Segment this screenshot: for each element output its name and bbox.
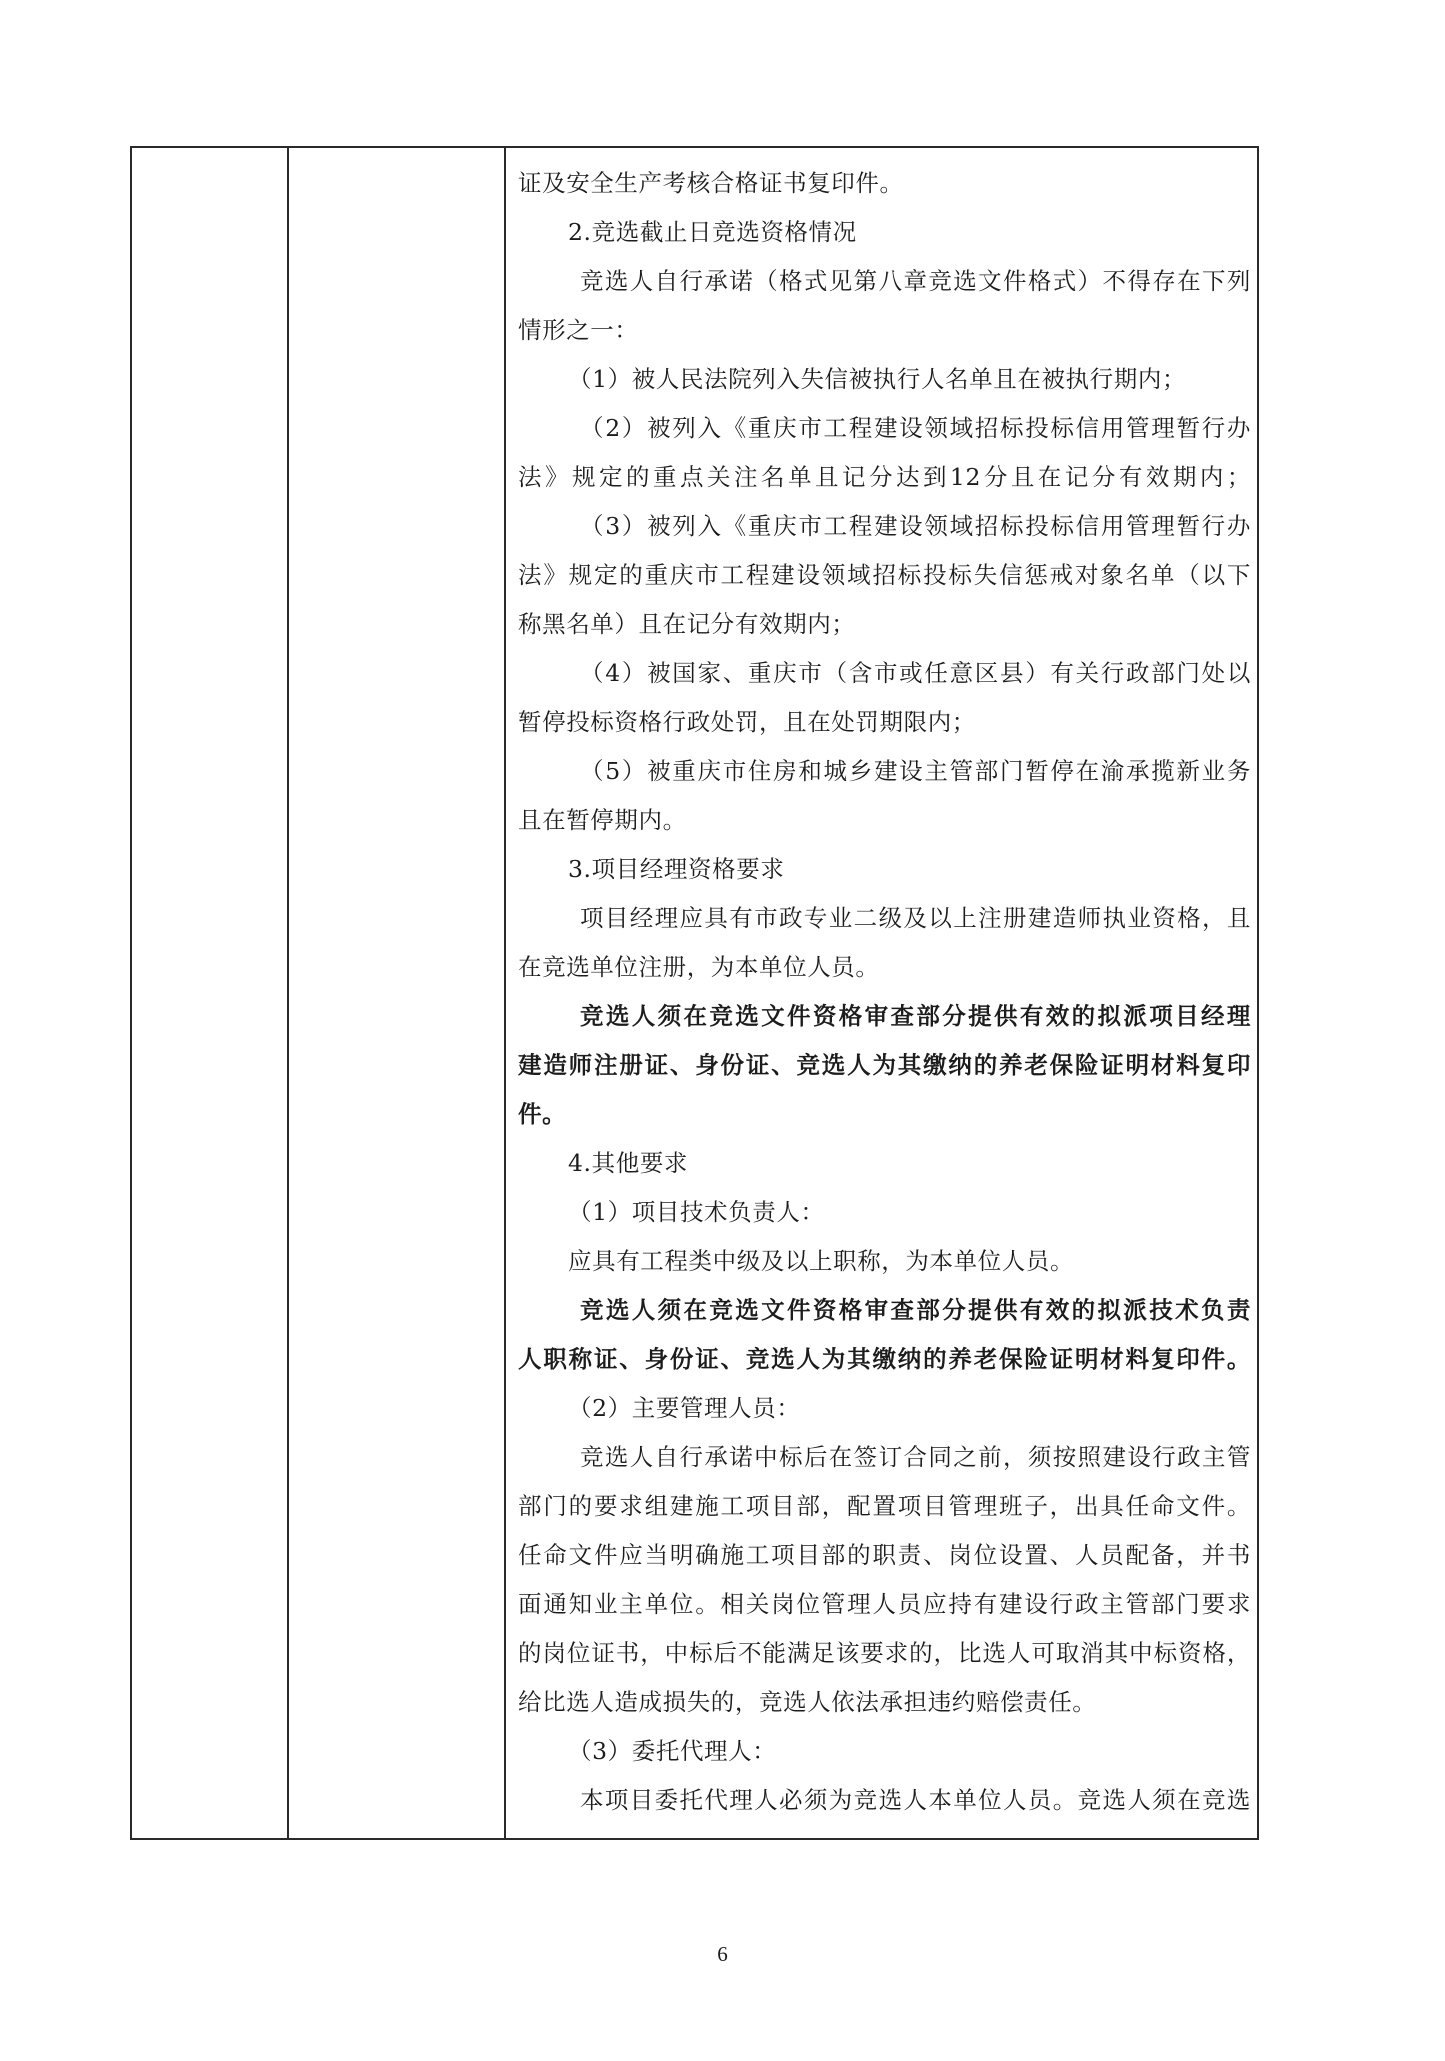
list-item: （3）被列入《重庆市工程建设领域招标投标信用管理暂行办 bbox=[580, 512, 1251, 540]
bold-text-line: 建造师注册证、身份证、竞选人为其缴纳的养老保险证明材料复印 bbox=[518, 1051, 1251, 1079]
text-line: 在竞选单位注册，为本单位人员。 bbox=[518, 953, 880, 981]
text-line: 面通知业主单位。相关岗位管理人员应持有建设行政主管部门要求 bbox=[518, 1590, 1251, 1618]
text-line: 竞选人自行承诺中标后在签订合同之前，须按照建设行政主管 bbox=[580, 1443, 1251, 1471]
bold-text-line: 竞选人须在竞选文件资格审查部分提供有效的拟派项目经理 bbox=[580, 1002, 1251, 1030]
bold-text-line: 件。 bbox=[518, 1100, 567, 1128]
text-line: 法》规定的重点关注名单且记分达到12分且在记分有效期内； bbox=[518, 463, 1251, 491]
requirements-table bbox=[130, 146, 1259, 1840]
section-heading: 3.项目经理资格要求 bbox=[568, 855, 785, 883]
text-line: 竞选人自行承诺（格式见第八章竞选文件格式）不得存在下列 bbox=[580, 267, 1251, 295]
text-line: 情形之一： bbox=[518, 316, 639, 344]
text-line: 项目经理应具有市政专业二级及以上注册建造师执业资格，且 bbox=[580, 904, 1251, 932]
text-line: 本项目委托代理人必须为竞选人本单位人员。竞选人须在竞选 bbox=[580, 1786, 1251, 1814]
section-heading: 2.竞选截止日竞选资格情况 bbox=[568, 218, 857, 246]
list-item: （2）主要管理人员： bbox=[568, 1394, 801, 1422]
text-line: 的岗位证书，中标后不能满足该要求的，比选人可取消其中标资格， bbox=[518, 1639, 1251, 1667]
page-number: 6 bbox=[717, 1942, 728, 1966]
text-line: 法》规定的重庆市工程建设领域招标投标失信惩戒对象名单（以下 bbox=[518, 561, 1251, 589]
text-line: 暂停投标资格行政处罚，且在处罚期限内； bbox=[518, 708, 976, 736]
section-heading: 4.其他要求 bbox=[568, 1149, 689, 1177]
text-line: 应具有工程类中级及以上职称，为本单位人员。 bbox=[568, 1247, 1075, 1275]
list-item: （3）委托代理人： bbox=[568, 1737, 777, 1765]
bold-text-line: 人职称证、身份证、竞选人为其缴纳的养老保险证明材料复印件。 bbox=[518, 1345, 1251, 1373]
text-line: 称黑名单）且在记分有效期内； bbox=[518, 610, 856, 638]
list-item: （5）被重庆市住房和城乡建设主管部门暂停在渝承揽新业务 bbox=[580, 757, 1251, 785]
list-item: （1）项目技术负责人： bbox=[568, 1198, 825, 1226]
text-line: 给比选人造成损失的，竞选人依法承担违约赔偿责任。 bbox=[518, 1688, 1097, 1716]
text-line: 任命文件应当明确施工项目部的职责、岗位设置、人员配备，并书 bbox=[518, 1541, 1251, 1569]
list-item: （1）被人民法院列入失信被执行人名单且在被执行期内； bbox=[568, 365, 1187, 393]
list-item: （2）被列入《重庆市工程建设领域招标投标信用管理暂行办 bbox=[580, 414, 1251, 442]
bold-text-line: 竞选人须在竞选文件资格审查部分提供有效的拟派技术负责 bbox=[580, 1296, 1251, 1324]
text-line: 部门的要求组建施工项目部，配置项目管理班子，出具任命文件。 bbox=[518, 1492, 1251, 1520]
text-line: 证及安全生产考核合格证书复印件。 bbox=[518, 169, 904, 197]
text-line: 且在暂停期内。 bbox=[518, 806, 687, 834]
requirements-cell bbox=[506, 148, 1257, 1838]
column-divider-1 bbox=[287, 148, 289, 1838]
list-item: （4）被国家、重庆市（含市或任意区县）有关行政部门处以 bbox=[580, 659, 1251, 687]
